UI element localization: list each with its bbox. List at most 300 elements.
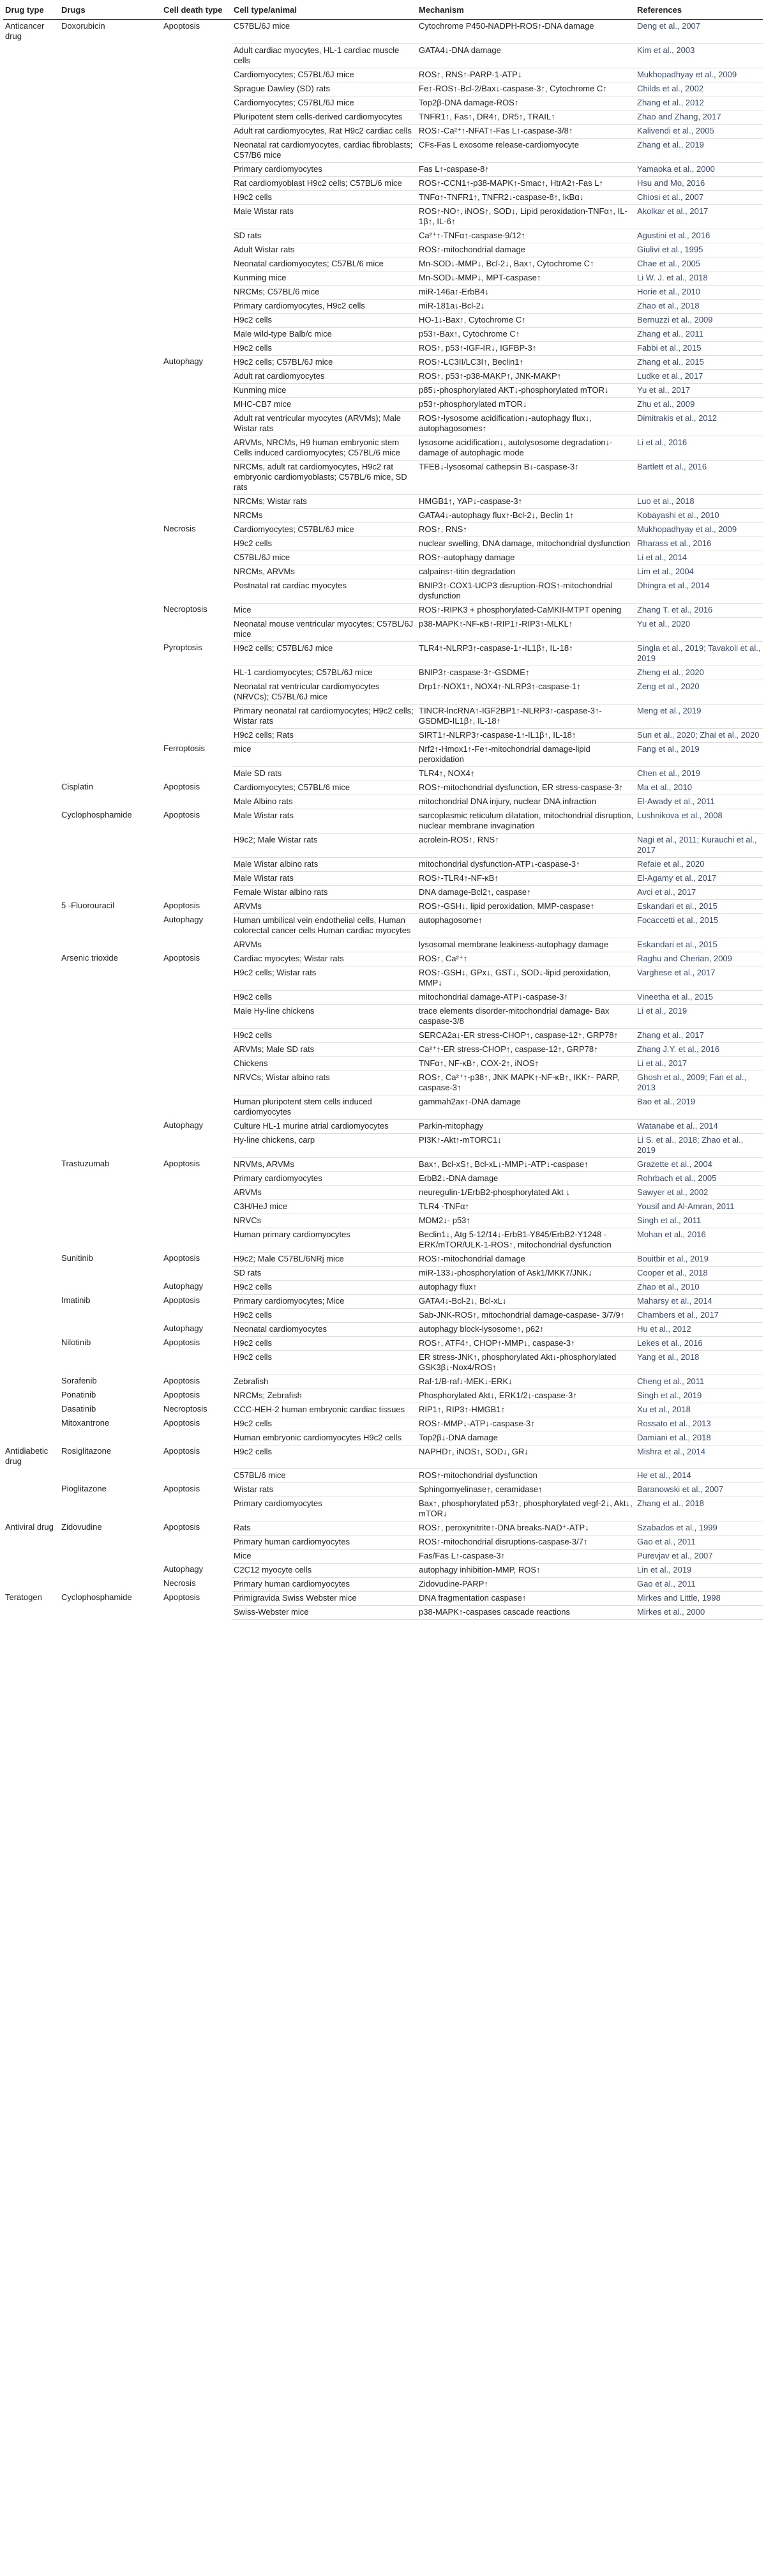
table-row (3, 1042, 763, 1056)
table-row (3, 1294, 763, 1308)
cell-drug-type (3, 176, 59, 190)
cell-mechanism: BNIP3↑-caspase-3↑-GSDME↑ (417, 666, 635, 680)
cell-drug (59, 579, 161, 603)
cell-death-type: Necroptosis (163, 1404, 207, 1414)
cell-mechanism: ROS↑-CCN1↑-p38-MAPK↑-Smac↑, HtrA2↑-Fas L↑ (417, 176, 635, 190)
cell-reference: Eskandari et al., 2015 (635, 899, 763, 913)
cell-death-type (161, 885, 232, 899)
cell-drug (59, 537, 161, 551)
cell-drug (59, 138, 161, 162)
cell-drug (59, 1280, 161, 1294)
cell-reference: Bao et al., 2019 (635, 1095, 763, 1119)
cell-death-type (161, 411, 232, 436)
cell-drug-type (3, 857, 59, 871)
cell-mechanism: p38-MAPK↑-caspases cascade reactions (417, 1605, 635, 1619)
cell-drug: Arsenic trioxide (61, 953, 118, 963)
cell-drug (59, 190, 161, 204)
table-row (3, 551, 763, 565)
cell-reference: Rossato et al., 2013 (635, 1417, 763, 1431)
cell-mechanism: TLR4 -TNFα↑ (417, 1200, 635, 1214)
cell-reference: Chambers et al., 2017 (635, 1308, 763, 1322)
cell-drug-type (3, 1577, 59, 1591)
cell-drug (59, 1350, 161, 1375)
cell-death-type: Apoptosis (163, 21, 200, 31)
cell-reference: Hu et al., 2012 (635, 1322, 763, 1336)
cell-mechanism: p53↑-Bax↑, Cytochrome C↑ (417, 327, 635, 341)
cell-mechanism: GATA4↓-DNA damage (417, 43, 635, 68)
table-row (3, 617, 763, 641)
cell-reference: Singla et al., 2019; Tavakoli et al., 2019 (635, 641, 763, 666)
cell-reference: Li et al., 2016 (635, 436, 763, 460)
table-row (3, 1200, 763, 1214)
cell-drug (59, 460, 161, 494)
cell-drug-type (3, 271, 59, 285)
cell-drug (59, 551, 161, 565)
cell-drug: Rosiglitazone (61, 1446, 112, 1456)
cell-reference: Zhang T. et al., 2016 (635, 603, 763, 617)
cell-reference: Deng et al., 2007 (635, 20, 763, 44)
cell-type-animal: NRCMs; Zebrafish (232, 1389, 417, 1403)
cell-death-type (161, 436, 232, 460)
cell-type-animal: Swiss-Webster mice (232, 1605, 417, 1619)
cell-death-type (161, 190, 232, 204)
cell-reference: Akolkar et al., 2017 (635, 204, 763, 229)
cell-drug-type (3, 938, 59, 952)
table-row (3, 537, 763, 551)
cell-drug (59, 1228, 161, 1252)
cell-death-type (161, 1200, 232, 1214)
cell-death-type (161, 680, 232, 704)
cell-reference: Zhang J.Y. et al., 2016 (635, 1042, 763, 1056)
cell-drug (59, 1322, 161, 1336)
table-row (3, 938, 763, 952)
cell-drug-type (3, 257, 59, 271)
cell-mechanism: DNA fragmentation caspase↑ (417, 1591, 635, 1605)
cell-type-animal: Neonatal mouse ventricular myocytes; C57BL/6J mice (232, 617, 417, 641)
cell-drug-type (3, 411, 59, 436)
cell-drug-type (3, 742, 59, 766)
cell-type-animal: Human embryonic cardiomyocytes H9c2 cells (232, 1431, 417, 1445)
cell-drug-type (3, 1417, 59, 1431)
cell-type-animal: Primary cardiomyocytes (232, 1497, 417, 1521)
cell-drug-type (3, 579, 59, 603)
cell-reference: Hsu and Mo, 2016 (635, 176, 763, 190)
cell-drug (59, 313, 161, 327)
cell-drug (59, 1056, 161, 1071)
cell-type-animal: Mice (232, 603, 417, 617)
header-cell-death-type: Cell death type (161, 3, 232, 20)
cell-mechanism: ROS↑, p53↑-p38-MAKP↑, JNK-MAKP↑ (417, 369, 635, 383)
cell-reference: Xu et al., 2018 (635, 1403, 763, 1417)
table-header (3, 3, 763, 20)
cell-reference: Bouitbir et al., 2019 (635, 1252, 763, 1266)
cell-type-animal: H9c2 cells (232, 1350, 417, 1375)
table-row (3, 871, 763, 885)
cell-drug-type (3, 1004, 59, 1028)
table-row (3, 603, 763, 617)
cell-drug-type (3, 641, 59, 666)
cell-type-animal: Primary cardiomyocytes, H9c2 cells (232, 299, 417, 313)
cell-drug-type (3, 162, 59, 176)
cell-death-type: Autophagy (163, 356, 204, 366)
cell-drug-type: Anticancer drug (5, 21, 45, 41)
cell-drug (59, 1185, 161, 1200)
cell-drug (59, 742, 161, 766)
cell-death-type: Apoptosis (163, 1376, 200, 1385)
cell-drug (59, 285, 161, 299)
cell-death-type (161, 871, 232, 885)
cell-reference: Dimitrakis et al., 2012 (635, 411, 763, 436)
cell-mechanism: miR-181a↓-Bcl-2↓ (417, 299, 635, 313)
cell-drug-type (3, 966, 59, 990)
cell-reference: Agustini et al., 2016 (635, 229, 763, 243)
cell-reference: Watanabe et al., 2014 (635, 1119, 763, 1133)
table-row (3, 43, 763, 68)
cell-reference: Avci et al., 2017 (635, 885, 763, 899)
cell-type-animal: mice (232, 742, 417, 766)
cell-mechanism: ROS↑, Ca²⁺↑ (417, 952, 635, 966)
cell-drug (59, 1171, 161, 1185)
cell-mechanism: ER stress-JNK↑, phosphorylated Akt↓-phosphorylated GSK3β↓-Nox4/ROS↑ (417, 1350, 635, 1375)
table-row (3, 369, 763, 383)
cell-type-animal: Human umbilical vein endothelial cells, Human colorectal cancer cells Human cardiac myocytes (232, 913, 417, 938)
table-row (3, 1445, 763, 1468)
cell-drug-type (3, 1071, 59, 1095)
cell-drug (59, 666, 161, 680)
cell-death-type (161, 243, 232, 257)
cell-drug (59, 96, 161, 110)
cell-mechanism: Top2β↓-DNA damage (417, 1431, 635, 1445)
cell-drug (59, 1563, 161, 1577)
cell-reference: Chae et al., 2005 (635, 257, 763, 271)
table-row (3, 1563, 763, 1577)
cell-death-type (161, 551, 232, 565)
cell-drug (59, 327, 161, 341)
cell-drug-type (3, 1605, 59, 1619)
table-row (3, 1497, 763, 1521)
cell-death-type: Necroptosis (163, 604, 207, 614)
cell-death-type (161, 124, 232, 138)
cell-drug-type (3, 1200, 59, 1214)
cell-drug (59, 1095, 161, 1119)
cell-type-animal: C57BL/6 mice (232, 1468, 417, 1482)
cell-death-type: Apoptosis (163, 782, 200, 791)
cell-type-animal: Chickens (232, 1056, 417, 1071)
cell-death-type (161, 1468, 232, 1482)
cell-reference: Li et al., 2019 (635, 1004, 763, 1028)
cell-drug (59, 833, 161, 857)
cell-death-type (161, 1095, 232, 1119)
table-row (3, 766, 763, 781)
table-row (3, 795, 763, 809)
table-row (3, 728, 763, 742)
cell-death-type: Apoptosis (163, 1446, 200, 1456)
table-row (3, 704, 763, 728)
cell-drug-type (3, 680, 59, 704)
cell-type-animal: MHC-CB7 mice (232, 397, 417, 411)
cell-drug-type (3, 124, 59, 138)
cell-type-animal: Neonatal cardiomyocytes (232, 1322, 417, 1336)
header-drugs: Drugs (59, 3, 161, 20)
cell-death-type (161, 579, 232, 603)
cell-mechanism: ROS↑-NO↑, iNOS↑, SOD↓, Lipid peroxidation-TNFα↑, IL-1β↑, IL-6↑ (417, 204, 635, 229)
cell-reference: Singh et al., 2011 (635, 1214, 763, 1228)
cell-death-type (161, 341, 232, 355)
table-row (3, 355, 763, 369)
cell-drug-type: Teratogen (5, 1592, 42, 1602)
cell-mechanism: GATA4↓-autophagy flux↑-Bcl-2↓, Beclin 1↑ (417, 508, 635, 522)
cell-drug-type (3, 990, 59, 1004)
cell-death-type (161, 1350, 232, 1375)
cell-reference: Zhao et al., 2010 (635, 1280, 763, 1294)
cell-drug-type (3, 1266, 59, 1280)
cell-drug (59, 603, 161, 617)
cell-drug-type (3, 551, 59, 565)
cell-drug-type (3, 1482, 59, 1497)
cell-drug (59, 124, 161, 138)
cell-death-type (161, 1605, 232, 1619)
table-row (3, 176, 763, 190)
cell-death-type (161, 257, 232, 271)
cell-reference: Damiani et al., 2018 (635, 1431, 763, 1445)
cell-reference: Li S. et al., 2018; Zhao et al., 2019 (635, 1133, 763, 1157)
cell-type-animal: ARVMs, NRCMs, H9 human embryonic stem Cells induced cardiomyocytes; C57BL/6 mice (232, 436, 417, 460)
table-row (3, 1322, 763, 1336)
cell-reference: Refaie et al., 2020 (635, 857, 763, 871)
cell-reference: Giulivi et al., 1995 (635, 243, 763, 257)
cell-death-type (161, 1497, 232, 1521)
table-row (3, 1482, 763, 1497)
cell-drug-type (3, 833, 59, 857)
cell-death-type: Necrosis (163, 524, 196, 533)
cell-type-animal: Pluripotent stem cells-derived cardiomyocytes (232, 110, 417, 124)
header-drug-type: Drug type (3, 3, 59, 20)
cell-mechanism: SIRT1↑-NLRP3↑-caspase-1↑-IL1β↑, IL-18↑ (417, 728, 635, 742)
cell-drug-type (3, 327, 59, 341)
cell-type-animal: NRCMs; C57BL/6 mice (232, 285, 417, 299)
cell-type-animal: Hy-line chickens, carp (232, 1133, 417, 1157)
cell-drug-type (3, 1350, 59, 1375)
table-row (3, 966, 763, 990)
table-row (3, 1095, 763, 1119)
cell-mechanism: ROS↑-TLR4↑-NF-κB↑ (417, 871, 635, 885)
cell-drug (59, 641, 161, 666)
cell-drug-type (3, 138, 59, 162)
cell-reference: Yamaoka et al., 2000 (635, 162, 763, 176)
header-mechanism: Mechanism (417, 3, 635, 20)
cell-reference: Chen et al., 2019 (635, 766, 763, 781)
cell-mechanism: Fas L↑-caspase-8↑ (417, 162, 635, 176)
cell-reference: Zhang et al., 2018 (635, 1497, 763, 1521)
cell-reference: Rharass et al., 2016 (635, 537, 763, 551)
cell-reference: Lim et al., 2004 (635, 565, 763, 579)
cell-death-type (161, 966, 232, 990)
cell-mechanism: sarcoplasmic reticulum dilatation, mitochondrial disruption, nuclear membrane invagination (417, 809, 635, 833)
cell-death-type (161, 728, 232, 742)
table-row (3, 1171, 763, 1185)
cell-type-animal: Female Wistar albino rats (232, 885, 417, 899)
cell-drug (59, 1133, 161, 1157)
table-row (3, 96, 763, 110)
cell-drug (59, 162, 161, 176)
cell-death-type (161, 1214, 232, 1228)
cell-drug-type (3, 871, 59, 885)
cell-reference: Mirkes and Little, 1998 (635, 1591, 763, 1605)
cell-type-animal: Rats (232, 1521, 417, 1535)
header-references: References (635, 3, 763, 20)
cell-drug (59, 397, 161, 411)
cell-death-type: Apoptosis (163, 1295, 200, 1305)
cell-reference: Zhang et al., 2012 (635, 96, 763, 110)
cell-reference: Sun et al., 2020; Zhai et al., 2020 (635, 728, 763, 742)
cell-type-animal: Adult rat cardiomyocytes (232, 369, 417, 383)
cell-drug (59, 795, 161, 809)
cell-death-type: Autophagy (163, 1564, 204, 1574)
cell-type-animal: Cardiomyocytes; C57BL/6 mice (232, 781, 417, 795)
cell-reference: Singh et al., 2019 (635, 1389, 763, 1403)
table-row (3, 508, 763, 522)
cell-mechanism: lysosomal membrane leakiness-autophagy damage (417, 938, 635, 952)
cell-drug-type (3, 1133, 59, 1157)
cell-death-type (161, 229, 232, 243)
cell-mechanism: mitochondrial DNA injury, nuclear DNA infraction (417, 795, 635, 809)
table-row (3, 913, 763, 938)
table-row (3, 124, 763, 138)
cell-death-type (161, 1071, 232, 1095)
cell-type-animal: Adult rat ventricular myocytes (ARVMs); Male Wistar rats (232, 411, 417, 436)
cell-type-animal: Wistar rats (232, 1482, 417, 1497)
cell-death-type (161, 666, 232, 680)
table-row (3, 1535, 763, 1549)
cell-drug-type (3, 1389, 59, 1403)
cell-drug: Cisplatin (61, 782, 93, 791)
cell-mechanism: Sphingomyelinase↑, ceramidase↑ (417, 1482, 635, 1497)
cell-mechanism: Beclin1↓, Atg 5-12/14↓-ErbB1-Y845/ErbB2-Y1248 -ERK/mTOR/ULK-1-ROS↑, mitochondrial dysfunction (417, 1228, 635, 1252)
cell-drug (59, 369, 161, 383)
cell-type-animal: SD rats (232, 229, 417, 243)
cell-drug (59, 411, 161, 436)
cell-death-type (161, 1549, 232, 1563)
cell-drug (59, 1071, 161, 1095)
cell-drug (59, 110, 161, 124)
cell-reference: Zeng et al., 2020 (635, 680, 763, 704)
cell-death-type (161, 494, 232, 508)
cell-drug: Nilotinib (61, 1338, 91, 1347)
cell-death-type (161, 43, 232, 68)
cell-drug (59, 82, 161, 96)
cell-drug (59, 680, 161, 704)
cell-reference: Li W. J. et al., 2018 (635, 271, 763, 285)
cell-drug (59, 913, 161, 938)
cell-reference: Kim et al., 2003 (635, 43, 763, 68)
cell-death-type (161, 1431, 232, 1445)
cell-type-animal: C57BL/6J mice (232, 551, 417, 565)
cell-type-animal: H9c2 cells (232, 1417, 417, 1431)
cell-reference: El-Awady et al., 2011 (635, 795, 763, 809)
cell-drug (59, 508, 161, 522)
table-row (3, 742, 763, 766)
cell-mechanism: TINCR-lncRNA↑-IGF2BP1↑-NLRP3↑-caspase-3↑-GSDMD-IL1β↑, IL-18↑ (417, 704, 635, 728)
cell-mechanism: ROS↑-RIPK3 + phosphorylated-CaMKII-MTPT opening (417, 603, 635, 617)
cell-drug-type (3, 1252, 59, 1266)
cell-reference: Chiosi et al., 2007 (635, 190, 763, 204)
cell-type-animal: Primigravida Swiss Webster mice (232, 1591, 417, 1605)
cell-type-animal: Primary cardiomyocytes (232, 1171, 417, 1185)
cell-mechanism: TNFα↑-TNFR1↑, TNFR2↓-caspase-8↑, IκBα↓ (417, 190, 635, 204)
cell-death-type (161, 1228, 232, 1252)
cell-reference: Bartlett et al., 2016 (635, 460, 763, 494)
cell-mechanism: Drp1↑-NOX1↑, NOX4↑-NLRP3↑-caspase-1↑ (417, 680, 635, 704)
cell-mechanism: Raf-1/B-raf↓-MEK↓-ERK↓ (417, 1375, 635, 1389)
cell-drug: Pioglitazone (61, 1484, 107, 1493)
cell-type-animal: Male Wistar rats (232, 204, 417, 229)
cell-reference: Cheng et al., 2011 (635, 1375, 763, 1389)
cell-drug-type (3, 704, 59, 728)
cell-death-type: Pyroptosis (163, 643, 202, 652)
table-row (3, 952, 763, 966)
table-row (3, 1157, 763, 1171)
cell-death-type: Ferroptosis (163, 743, 206, 753)
cell-drug-type (3, 1294, 59, 1308)
cell-mechanism: GATA4↓-Bcl-2↓, Bcl-xL↓ (417, 1294, 635, 1308)
cell-drug (59, 1200, 161, 1214)
table-row (3, 68, 763, 82)
cell-mechanism: ROS↑, RNS↑ (417, 522, 635, 537)
cell-reference: Ludke et al., 2017 (635, 369, 763, 383)
cell-mechanism: autophagy block-lysosome↑, p62↑ (417, 1322, 635, 1336)
cell-reference: Mukhopadhyay et al., 2009 (635, 68, 763, 82)
cell-type-animal: Male Wistar rats (232, 871, 417, 885)
cell-mechanism: ROS↑-LC3II/LC3I↑, Beclin1↑ (417, 355, 635, 369)
cell-death-type: Apoptosis (163, 901, 200, 910)
cell-mechanism: TFEB↓-lysosomal cathepsin B↓-caspase-3↑ (417, 460, 635, 494)
cell-drug-type (3, 204, 59, 229)
table-row (3, 1605, 763, 1619)
cell-drug-type (3, 1375, 59, 1389)
cell-type-animal: Neonatal cardiomyocytes; C57BL/6 mice (232, 257, 417, 271)
cell-mechanism: p85↓-phosphorylated AKT↓-phosphorylated mTOR↓ (417, 383, 635, 397)
table-row (3, 899, 763, 913)
cell-death-type (161, 1004, 232, 1028)
table-row (3, 1119, 763, 1133)
cell-drug (59, 1308, 161, 1322)
cell-mechanism: Ca²⁺↑-ER stress-CHOP↑, caspase-12↑, GRP78↑ (417, 1042, 635, 1056)
cell-reference: Lushnikova et al., 2008 (635, 809, 763, 833)
cell-type-animal: ARVMs (232, 1185, 417, 1200)
cell-drug (59, 1119, 161, 1133)
cell-type-animal: Cardiomyocytes; C57BL/6J mice (232, 96, 417, 110)
cell-drug-type (3, 728, 59, 742)
cell-drug-type (3, 666, 59, 680)
cell-death-type (161, 204, 232, 229)
cell-type-animal: Primary cardiomyocytes (232, 162, 417, 176)
cell-drug-type (3, 243, 59, 257)
cell-type-animal: Mice (232, 1549, 417, 1563)
cell-type-animal: Human primary cardiomyocytes (232, 1228, 417, 1252)
cell-drug-type (3, 1403, 59, 1417)
cell-mechanism: Parkin-mitophagy (417, 1119, 635, 1133)
cell-mechanism: ROS↑-MMP↓-ATP↓-caspase-3↑ (417, 1417, 635, 1431)
cell-reference: Yu et al., 2017 (635, 383, 763, 397)
table-row (3, 271, 763, 285)
cell-type-animal: Primary human cardiomyocytes (232, 1535, 417, 1549)
cell-drug-type (3, 913, 59, 938)
cell-reference: Mohan et al., 2016 (635, 1228, 763, 1252)
header-row (3, 3, 763, 20)
cell-type-animal: ARVMs; Male SD rats (232, 1042, 417, 1056)
table-row (3, 110, 763, 124)
cell-mechanism: ROS↑-autophagy damage (417, 551, 635, 565)
